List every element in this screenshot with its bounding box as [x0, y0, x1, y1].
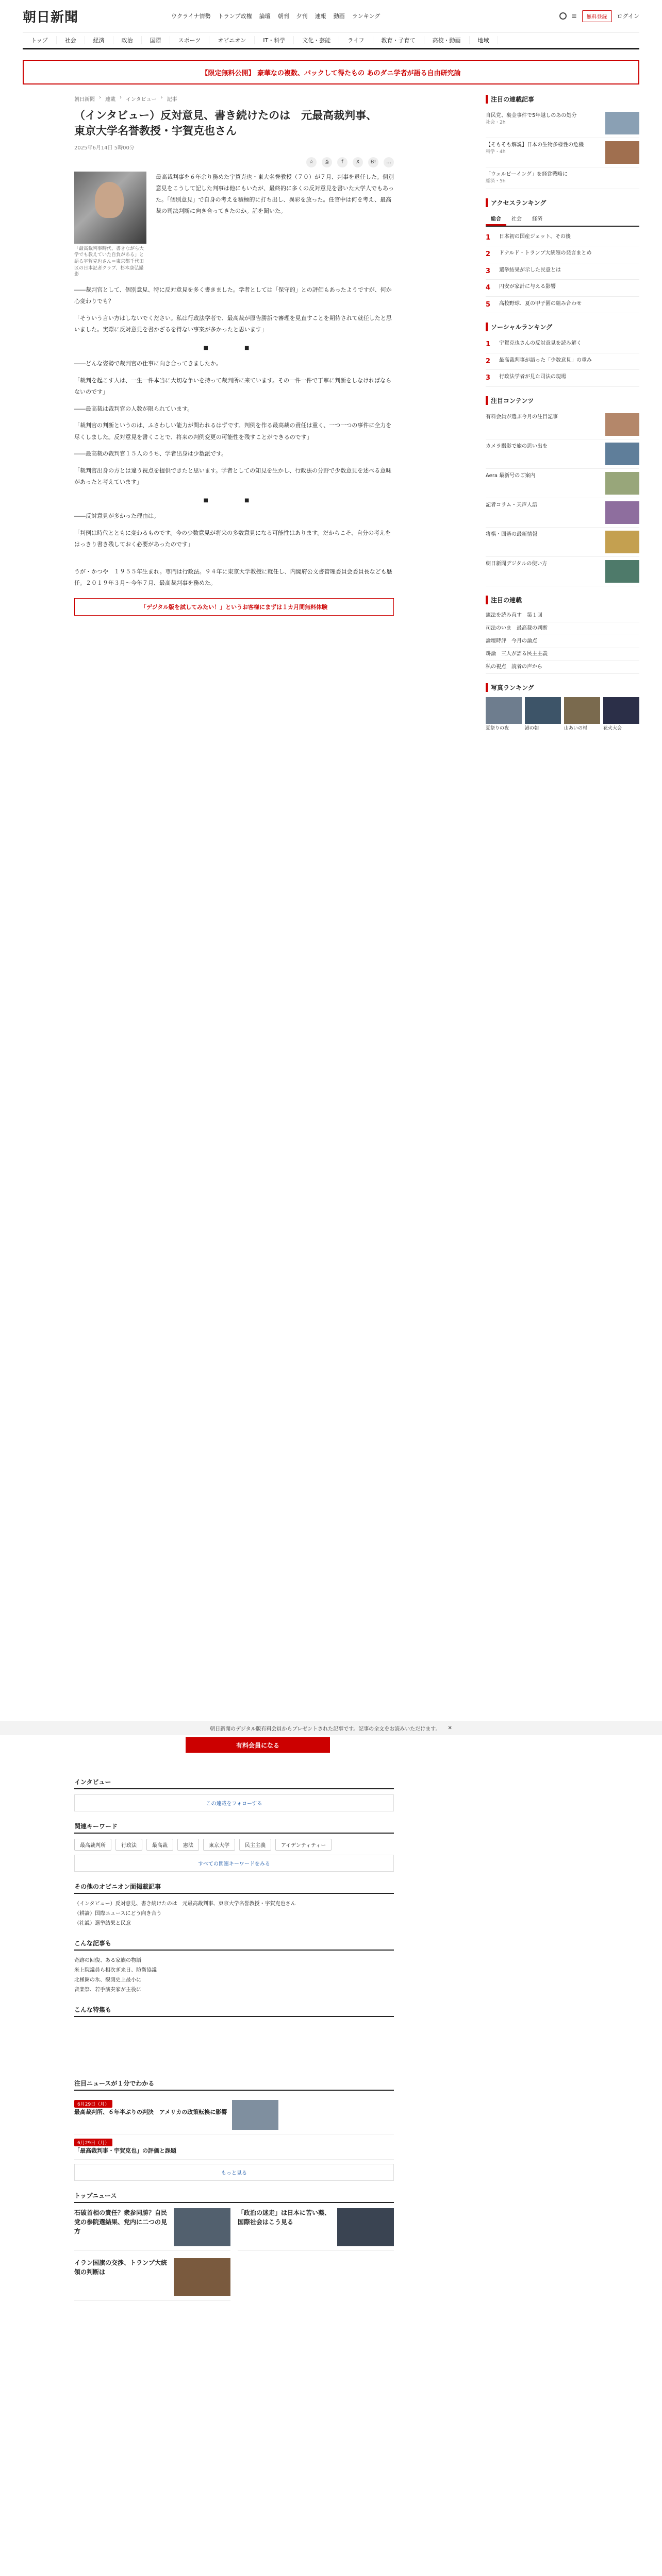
photo-card[interactable]: 港の朝 — [525, 697, 561, 732]
nav-item[interactable]: ライフ — [339, 36, 373, 44]
photo-card[interactable]: 山あいの村 — [564, 697, 600, 732]
header-link[interactable]: トランプ政権 — [218, 13, 252, 20]
related-link[interactable]: （社説）選挙結果と民意 — [74, 1921, 131, 1926]
keyword-list — [74, 1839, 394, 1851]
article-paragraph: 「裁判官出身の方とは違う視点を提供できたと思います。学者としての知見を生かし、行政法の分野で少数意見を述べる意味があったと考えています」 — [74, 467, 392, 486]
article-body — [74, 284, 471, 551]
breadcrumb-item[interactable]: インタビュー — [126, 97, 157, 103]
sidebar-heading: 注目の連載 — [486, 596, 639, 604]
thumbnail — [605, 112, 639, 134]
photo-ranking — [486, 683, 639, 732]
news-summary-text: 「最高裁判事・宇賀克也」の評価と課題 — [74, 2147, 176, 2154]
other-opinion-heading: その他のオピニオン面掲載記事 — [74, 1882, 394, 1894]
portrait-image — [74, 172, 146, 244]
header-link[interactable]: 動画 — [333, 13, 345, 20]
follow-series-link[interactable]: この連載をフォローする — [74, 1794, 394, 1811]
more-news-link[interactable]: もっと見る — [74, 2164, 394, 2181]
section-separator: ■ ■ — [203, 497, 265, 503]
article-date: 2025年6月14日 5時00分 — [74, 145, 135, 151]
main-nav — [23, 32, 639, 49]
sidebar-heading: ソーシャルランキング — [486, 323, 639, 331]
nav-item[interactable]: 国際 — [142, 36, 170, 44]
nav-item[interactable]: 高校・動画 — [424, 36, 470, 44]
header-link[interactable]: 速報 — [315, 13, 326, 20]
header-link[interactable]: ウクライナ情勢 — [171, 13, 211, 20]
thumbnail — [605, 141, 639, 164]
sidebar-heading: アクセスランキング — [486, 198, 639, 207]
trial-link[interactable]: 「デジタル版を試してみたい！」というお客様にまずは１カ月間無料体験 — [74, 598, 394, 616]
ranking-item[interactable]: 2 最高裁判事が語った「少数意見」の重み — [486, 353, 639, 370]
nav-item[interactable]: 政治 — [113, 36, 142, 44]
recommend-link[interactable]: 米上院議員ら相次ぎ来日、防衛協議 — [74, 1968, 157, 1973]
keywords-heading: 関連キーワード — [74, 1822, 394, 1834]
recommend-link[interactable]: 奇跡の回復、ある家族の物語 — [74, 1958, 141, 1963]
series-link[interactable]: 憲法を読み直す 第１回 — [486, 609, 639, 622]
sidebar-article-meta: 科学・4h — [486, 149, 506, 155]
close-icon[interactable]: ✕ — [448, 1725, 452, 1731]
related-link[interactable]: （インタビュー）反対意見、書き続けたのは 元最高裁判事、東京大学名誉教授・宇賀克也さん — [74, 1901, 296, 1907]
menu-icon[interactable]: ☰ — [571, 12, 577, 20]
paywall — [74, 598, 394, 616]
ranking-item[interactable]: 2 ドナルド・トランプ大統領の発言まとめ — [486, 246, 639, 263]
content-item[interactable]: 朝日新聞デジタルの使い方 — [486, 557, 639, 586]
gift-notice-text: 朝日新聞のデジタル版有料会員からプレゼントされた記事です。記事の全文をお読みいただけます。 — [210, 1726, 441, 1732]
site-logo[interactable]: 朝日新聞 — [23, 9, 79, 25]
feature-heading: こんな特集も — [74, 2005, 394, 2017]
content-item[interactable]: 記者コラム・天声人語 — [486, 498, 639, 528]
nav-item[interactable]: 社会 — [57, 36, 85, 44]
nav-item[interactable]: IT・科学 — [255, 36, 294, 44]
sidebar-heading: 注目の連載記事 — [486, 95, 639, 104]
bookmark-icon[interactable]: ☆ — [306, 157, 317, 167]
facebook-icon[interactable]: f — [337, 157, 347, 167]
register-button[interactable]: 無料登録 — [582, 10, 612, 22]
author-profile: うが・かつや １９５５年生まれ。専門は行政法。９４年に東京大学教授に就任し、内閣府公文書管理委員会委員長なども歴任。２０１９年３月～今年７月、最高裁判事を務めた。 — [74, 568, 392, 586]
article-paragraph: ――反対意見が多かった理由は。 — [74, 512, 159, 519]
subscribe-button[interactable]: 有料会員になる — [186, 1737, 330, 1753]
breadcrumb-item: 記事 — [167, 97, 177, 103]
keyword-chip[interactable]: 憲法 — [177, 1839, 199, 1851]
article-footer — [74, 1767, 394, 2301]
featured-contents — [486, 396, 639, 586]
top-news-card[interactable]: イラン国旗の交渉、トランプ大統領の判断は — [74, 2258, 230, 2301]
photo-caption: 「最高裁判事時代、書きながら大学でも教えていた自負がある」と語る宇賀克也さん＝東京都千代田区の日本記者クラブ、杉本康弘撮影 — [74, 246, 144, 278]
news-summary-text: 最高裁判所、６年半ぶりの判決 アメリカの政策転換に影響 — [74, 2109, 227, 2115]
ranking-item[interactable]: 1 日本初の国産ジェット、その後 — [486, 230, 639, 247]
print-icon[interactable]: ⎙ — [322, 157, 332, 167]
nav-item[interactable]: 経済 — [85, 36, 113, 44]
ranking-item[interactable]: 5 高校野球、夏の甲子園の組み合わせ — [486, 297, 639, 314]
sidebar-article-title: 自民党、裏金事件で5年越しのあの処分 — [486, 113, 577, 118]
recommend-link[interactable]: 音楽祭、若手演奏家が主役に — [74, 1987, 141, 1993]
ranking-item[interactable]: 4 円安が家計に与える影響 — [486, 280, 639, 297]
sidebar-article[interactable] — [486, 167, 639, 189]
hatena-icon[interactable]: B! — [368, 157, 378, 167]
keyword-chip[interactable]: 行政法 — [115, 1839, 142, 1851]
header-top-links — [171, 12, 380, 20]
more-icon[interactable]: … — [384, 157, 394, 167]
top-news-card[interactable]: 「政治の迷走」は日本に苦い薬、国際社会はこう見る — [238, 2208, 394, 2251]
article-paragraph: ――最高裁の裁判官１５人のうち、学者出身は少数派です。 — [74, 450, 227, 457]
photo-card[interactable]: 花火大会 — [603, 697, 639, 732]
keyword-chip[interactable]: 東京大学 — [203, 1839, 235, 1851]
keyword-chip[interactable]: 最高裁 — [146, 1839, 173, 1851]
series-link[interactable]: 論壇時評 今月の論点 — [486, 635, 639, 648]
photo-card[interactable]: 夏祭りの夜 — [486, 697, 522, 732]
header-link[interactable]: 論壇 — [259, 13, 271, 20]
series-heading: インタビュー — [74, 1777, 394, 1789]
article-paragraph: 「判例は時代とともに変わるものです。今の少数意見が将来の多数意見になる可能性はあります。だからこそ、自分の考えをはっきり書き残しておく必要があったのです」 — [74, 529, 391, 548]
keyword-chip[interactable]: アイデンティティー — [275, 1839, 332, 1851]
top-news-card[interactable]: 石破首相の責任？衆参同勝？自民党の参院選結果、党内に二つの見方 — [74, 2208, 230, 2251]
x-icon[interactable]: X — [353, 157, 363, 167]
keyword-chip[interactable]: 民主主義 — [239, 1839, 271, 1851]
article-paragraph: 「そういう言い方はしないでください。私は行政法学者で、最高裁が原告勝訴で審理を見直すことを期待されて就任したと思いました。実際に反対意見を書かざるを得ない事案が多かったと思います」 — [74, 314, 392, 333]
news-date-tag: 6月29日（月） — [74, 2100, 112, 2108]
sidebar-article-meta: 社会・2h — [486, 120, 506, 125]
recommend-link[interactable]: 北極圏の氷、観測史上最小に — [74, 1977, 141, 1983]
content-item[interactable]: 将棋・囲碁の最新情報 — [486, 528, 639, 557]
nav-item[interactable]: トップ — [23, 36, 57, 44]
sidebar-heading: 写真ランキング — [486, 683, 639, 692]
share-bar — [74, 157, 394, 167]
series-link[interactable]: 耕論 三人が語る民主主義 — [486, 648, 639, 661]
sidebar — [486, 95, 639, 741]
promo-banner[interactable]: 【限定無料公開】 豪華なの複数、パックして得たもの あのダニ学者が語る自由研究論 — [23, 60, 639, 84]
nav-item[interactable]: 地域 — [470, 36, 498, 44]
news-date-tag: 6月29日（月） — [74, 2139, 112, 2146]
login-link[interactable]: ログイン — [617, 13, 639, 20]
sidebar-heading: 注目コンテンツ — [486, 396, 639, 405]
nav-item[interactable]: 教育・子育て — [373, 36, 424, 44]
news-thumbnail — [232, 2100, 278, 2130]
content-item[interactable]: 有料会員が選ぶ今月の注目記事 — [486, 410, 639, 439]
tab-economy[interactable]: 経済 — [532, 216, 542, 222]
article-paragraph: ――どんな姿勢で裁判官の仕事に向き合ってきましたか。 — [74, 360, 222, 367]
sidebar-article[interactable] — [486, 109, 639, 138]
news-summary-item[interactable] — [74, 2134, 394, 2160]
breadcrumb: 朝日新聞 › 連載 › インタビュー › 記事 — [74, 95, 177, 103]
nav-item[interactable]: スポーツ — [170, 36, 210, 44]
tab-total[interactable]: 総合 — [486, 212, 506, 226]
sidebar-article[interactable] — [486, 138, 639, 167]
news-summary-item[interactable] — [74, 2096, 394, 2134]
access-ranking — [486, 198, 639, 314]
all-keywords-link[interactable]: すべての関連キーワードをみる — [74, 1855, 394, 1872]
ranking-item[interactable]: 3 行政法学者が見た司法の現場 — [486, 370, 639, 387]
ranking-item[interactable]: 1 宇賀克也さんの反対意見を読み解く — [486, 336, 639, 353]
section-separator: ■ ■ — [203, 345, 265, 351]
article-lead: 最高裁判事を６年余り務めた宇賀克也・東大名誉教授（７０）が７月、判事を退任した。個別意見をこうして記した判事は他にもいたが、最終的に多くの反対意見を書いた大学人でもあった。「個別意見」で自身の考えを積極的に打ち出し、異彩を放った。任官中は何を考え、最高裁の司法判断に向き合ってきたのか。話を聞いた。 — [156, 173, 394, 214]
article-paragraph: 「裁判を起こす人は、一生一件本当に大切な争いを持って裁判所に来ています。その一件一件で丁寧に判断をしなければならないのです」 — [74, 377, 392, 396]
series-link[interactable]: 私の視点 読者の声から — [486, 661, 639, 674]
header-link[interactable]: 朝刊 — [277, 13, 289, 20]
sidebar-featured — [486, 95, 639, 189]
ranking-item[interactable]: 3 選挙結果が示した民意とは — [486, 263, 639, 280]
article-paragraph: ――最高裁は裁判官の人数が限られています。 — [74, 405, 193, 412]
top-news-heading: トップニュース — [74, 2191, 394, 2203]
sidebar-article-title: 「ウェルビーイング」を経営戦略に — [486, 172, 568, 177]
article-photo[interactable] — [74, 172, 146, 278]
breadcrumb-item[interactable]: 朝日新聞 — [74, 97, 95, 103]
search-icon[interactable] — [559, 12, 567, 20]
content-item[interactable]: カメラ撮影で旅の思い出を — [486, 439, 639, 469]
nav-item[interactable]: オピニオン — [209, 36, 255, 44]
series-link[interactable]: 司法のいま 最高裁の判断 — [486, 622, 639, 635]
sidebar-article-title: 【そもそも解説】日本の生物多様性の危機 — [486, 142, 584, 148]
content-item[interactable]: Aera 最新号のご案内 — [486, 469, 639, 498]
news-summary-heading: 注目ニュースが１分でわかる — [74, 2079, 394, 2091]
series-list — [486, 596, 639, 674]
nav-item[interactable]: 文化・芸能 — [294, 36, 339, 44]
keyword-chip[interactable]: 最高裁判所 — [74, 1839, 111, 1851]
sidebar-article-meta: 経済・5h — [486, 179, 506, 184]
social-ranking — [486, 323, 639, 387]
gift-notice-bar — [0, 1721, 662, 1735]
tab-society[interactable]: 社会 — [511, 216, 522, 222]
site-header — [23, 0, 639, 32]
related-link[interactable]: （耕論）国際ニュースにどう向き合う — [74, 1911, 162, 1917]
ranking-tabs — [486, 212, 639, 227]
article-paragraph: 「裁判官の判断というのは、ふさわしい能力が問われるはずです。判例を作る最高裁の責任は重く、一つ一つの事件に全力を尽くしました。反対意見を書くことで、将来の判例変更の可能性を残すことができるのです」 — [74, 422, 392, 440]
breadcrumb-item[interactable]: 連載 — [105, 97, 115, 103]
article-title: （インタビュー）反対意見、書き続けたのは 元最高裁判事、東京大学名誉教授・宇賀克也さん — [74, 109, 377, 138]
recommend-heading: こんな記事も — [74, 1939, 394, 1951]
article-paragraph: ――裁判官として、個別意見、特に反対意見を多く書きました。学者としては「保守的」との評価もあったようですが、何か心変わりでも？ — [74, 286, 392, 305]
article — [23, 95, 471, 741]
header-link[interactable]: ランキング — [352, 13, 380, 20]
header-link[interactable]: 夕刊 — [296, 13, 308, 20]
